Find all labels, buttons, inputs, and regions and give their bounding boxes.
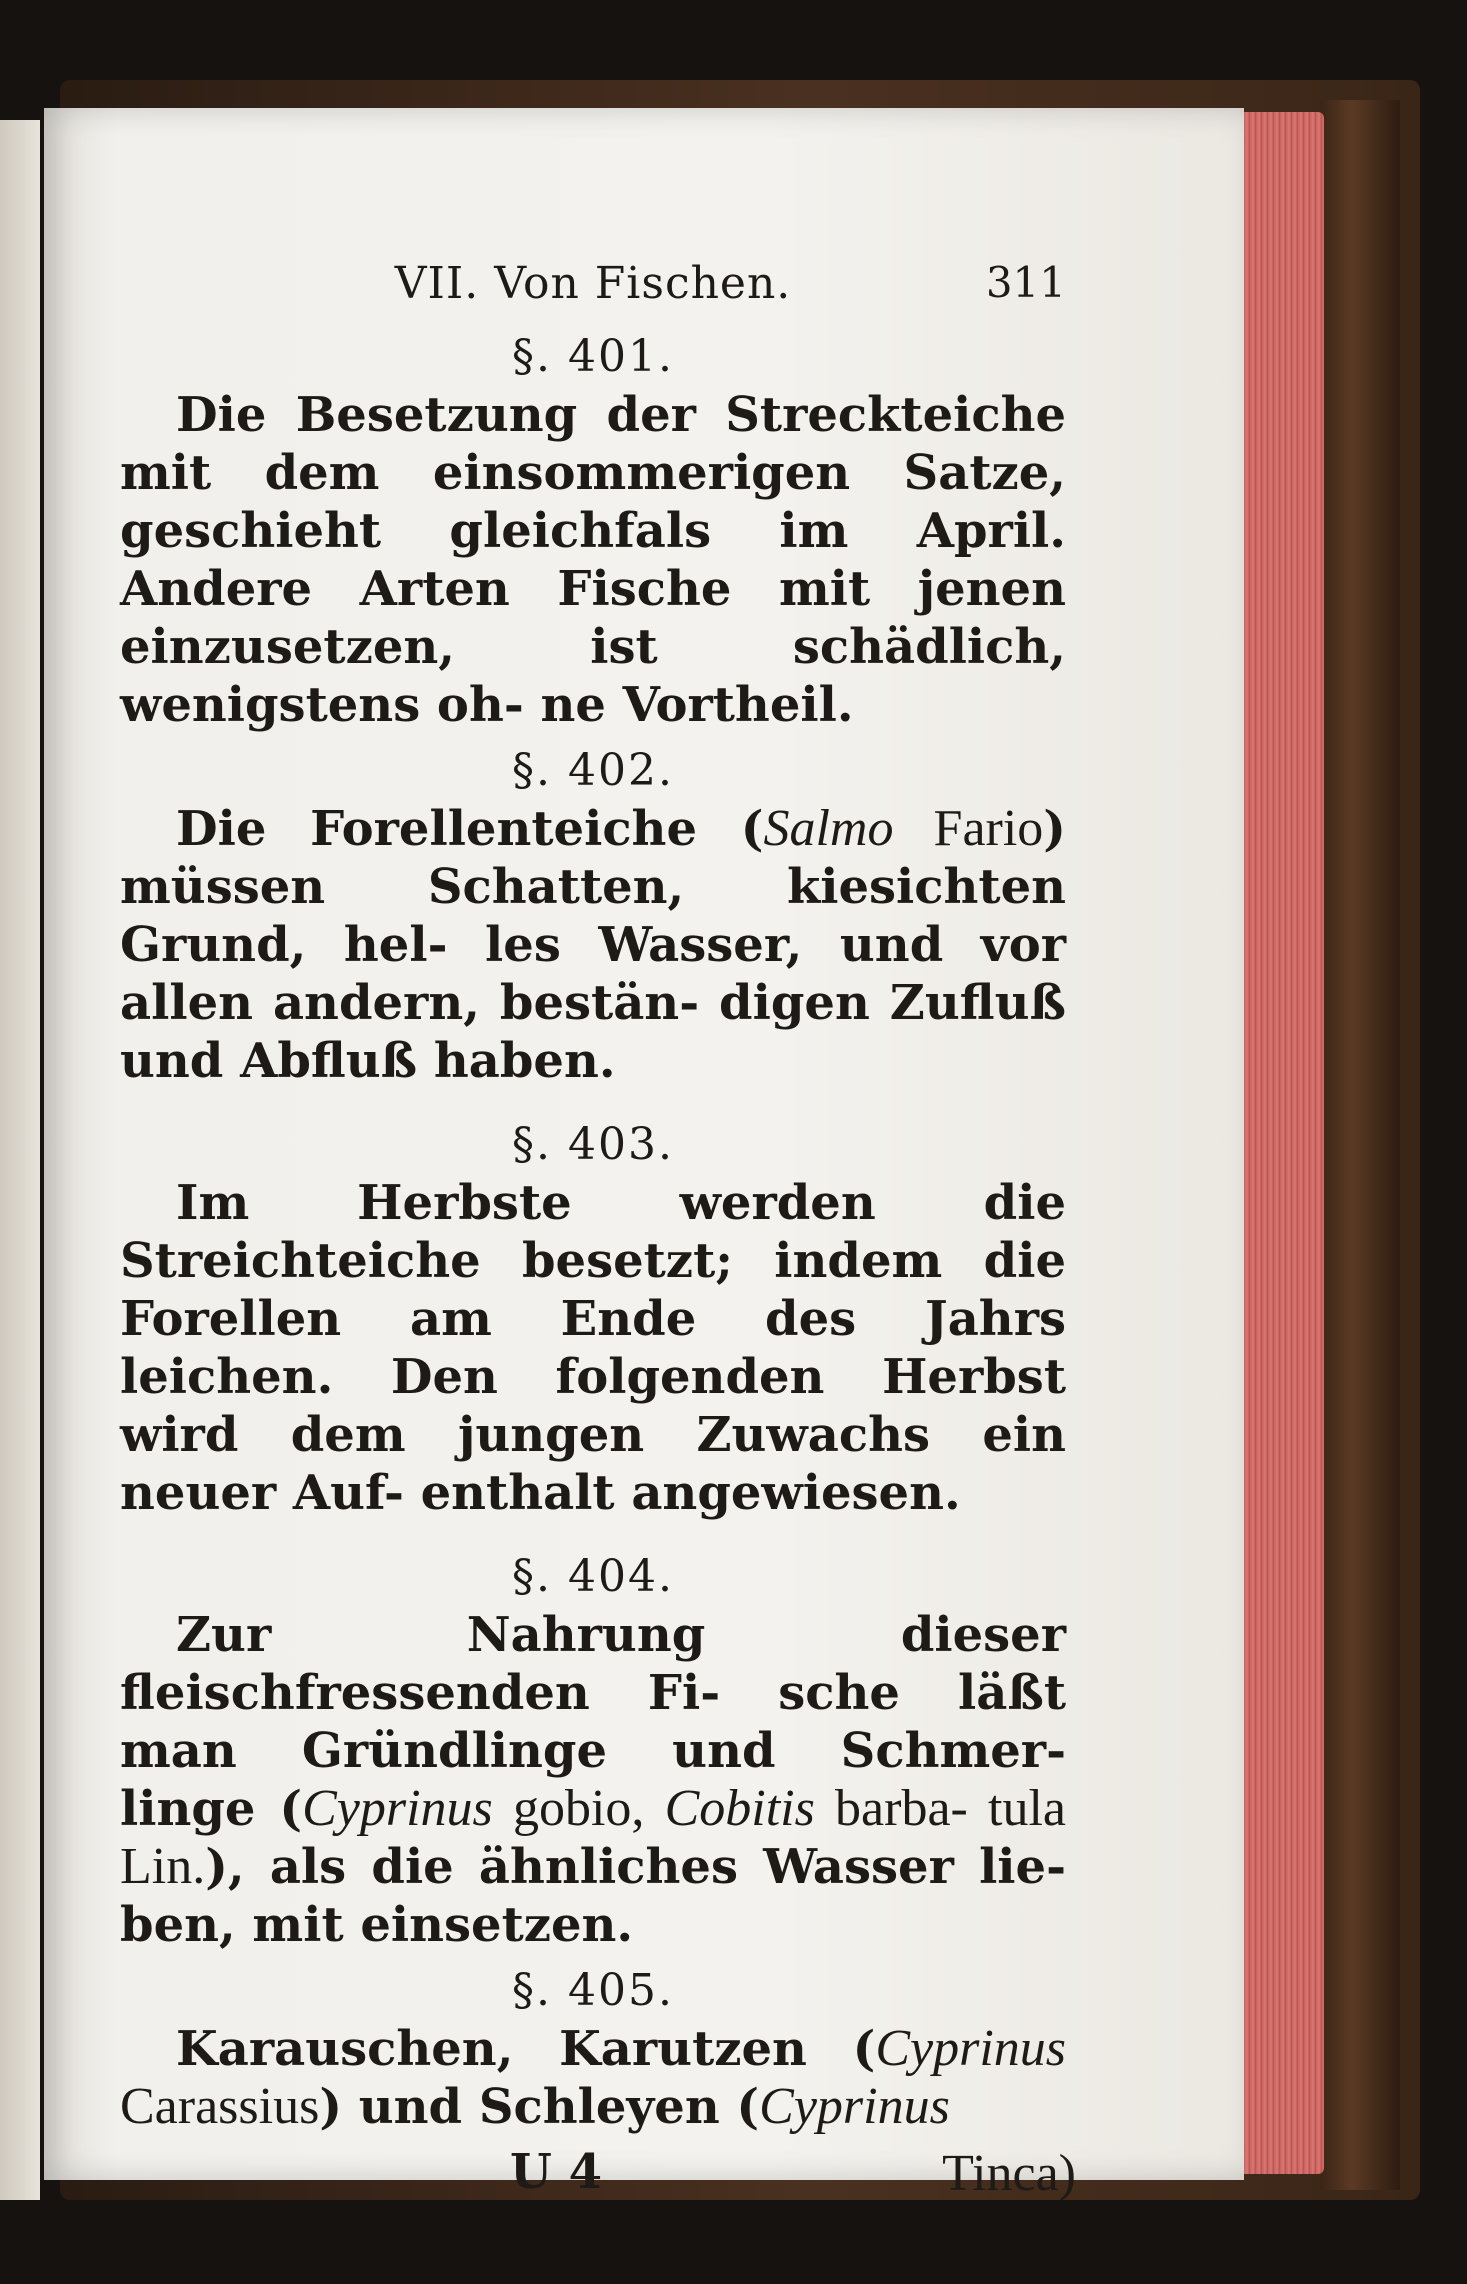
book-spine-edge xyxy=(1320,100,1400,2190)
page-number: 311 xyxy=(985,258,1066,307)
red-page-edges xyxy=(1232,112,1324,2174)
section-number: §. 403. xyxy=(512,1119,674,1170)
paragraph-text: ) und Schleyen ( xyxy=(319,2079,760,2135)
latin-term: Fario xyxy=(893,800,1044,857)
latin-term: gobio, xyxy=(492,1780,665,1837)
paragraph-text: ) müssen Schatten, kiesichten Grund, hel- les Wasser, und vor allen andern, bestän- digen Zufluß und Abfluß haben. xyxy=(120,801,1067,1089)
section-gap xyxy=(120,2136,1066,2144)
running-title: VII. Von Fischen. xyxy=(394,258,792,309)
catchword: Tinca) xyxy=(942,2145,1076,2202)
page-footer xyxy=(120,2144,1076,2204)
facing-page-edge xyxy=(0,120,40,2200)
paragraph-text: Zur Nahrung dieser fleischfressenden Fi- sche läßt man Gründlinge und Schmer- linge ( xyxy=(120,1607,1066,1837)
section-gap xyxy=(120,1090,1066,1116)
latin-term: Cyprinus xyxy=(302,1780,493,1837)
latin-term: Cyprinus xyxy=(875,2020,1066,2077)
section-number: §. 405. xyxy=(512,1965,674,2016)
latin-term: Carassius xyxy=(120,2078,320,2135)
section-paragraph xyxy=(120,386,1066,734)
sections-container xyxy=(120,328,1066,2144)
page-text-block xyxy=(120,248,1076,2204)
book-page xyxy=(44,108,1244,2202)
section-paragraph xyxy=(120,800,1066,1090)
latin-term: Cobitis xyxy=(664,1780,815,1837)
running-head xyxy=(120,248,1066,328)
section-number: §. 404. xyxy=(512,1551,674,1602)
paragraph-text: ), als die ähnliches Wasser lie- ben, mit einsetzen. xyxy=(120,1839,1066,1953)
latin-term: Cyprinus xyxy=(759,2078,950,2135)
paragraph-text: Die Forellenteiche ( xyxy=(176,801,764,857)
latin-term: Salmo xyxy=(763,800,894,857)
paragraph-text: Die Besetzung der Streckteiche mit dem einsommerigen Satze, geschieht gleichfals im April. Andere Arten Fische mit jenen einzusetzen, ist schädlich, wenigstens oh- ne Vortheil. xyxy=(120,387,1066,733)
section-gap xyxy=(120,1954,1066,1962)
section-paragraph xyxy=(120,2020,1066,2136)
paragraph-text: Karauschen, Karutzen ( xyxy=(176,2021,876,2077)
section-gap xyxy=(120,1522,1066,1548)
section-number: §. 402. xyxy=(512,745,674,796)
latin-term: barba- tula Lin. xyxy=(120,1780,1066,1895)
section-number: §. 401. xyxy=(512,331,674,382)
section-gap xyxy=(120,734,1066,742)
section-paragraph xyxy=(120,1174,1066,1522)
section-paragraph xyxy=(120,1606,1066,1954)
signature-mark: U 4 xyxy=(510,2144,602,2200)
paragraph-text: Im Herbste werden die Streichteiche besetzt; indem die Forellen am Ende des Jahrs leichen. Den folgenden Herbst wird dem jungen Zuwachs ein neuer Auf- enthalt angewiesen. xyxy=(120,1175,1066,1521)
